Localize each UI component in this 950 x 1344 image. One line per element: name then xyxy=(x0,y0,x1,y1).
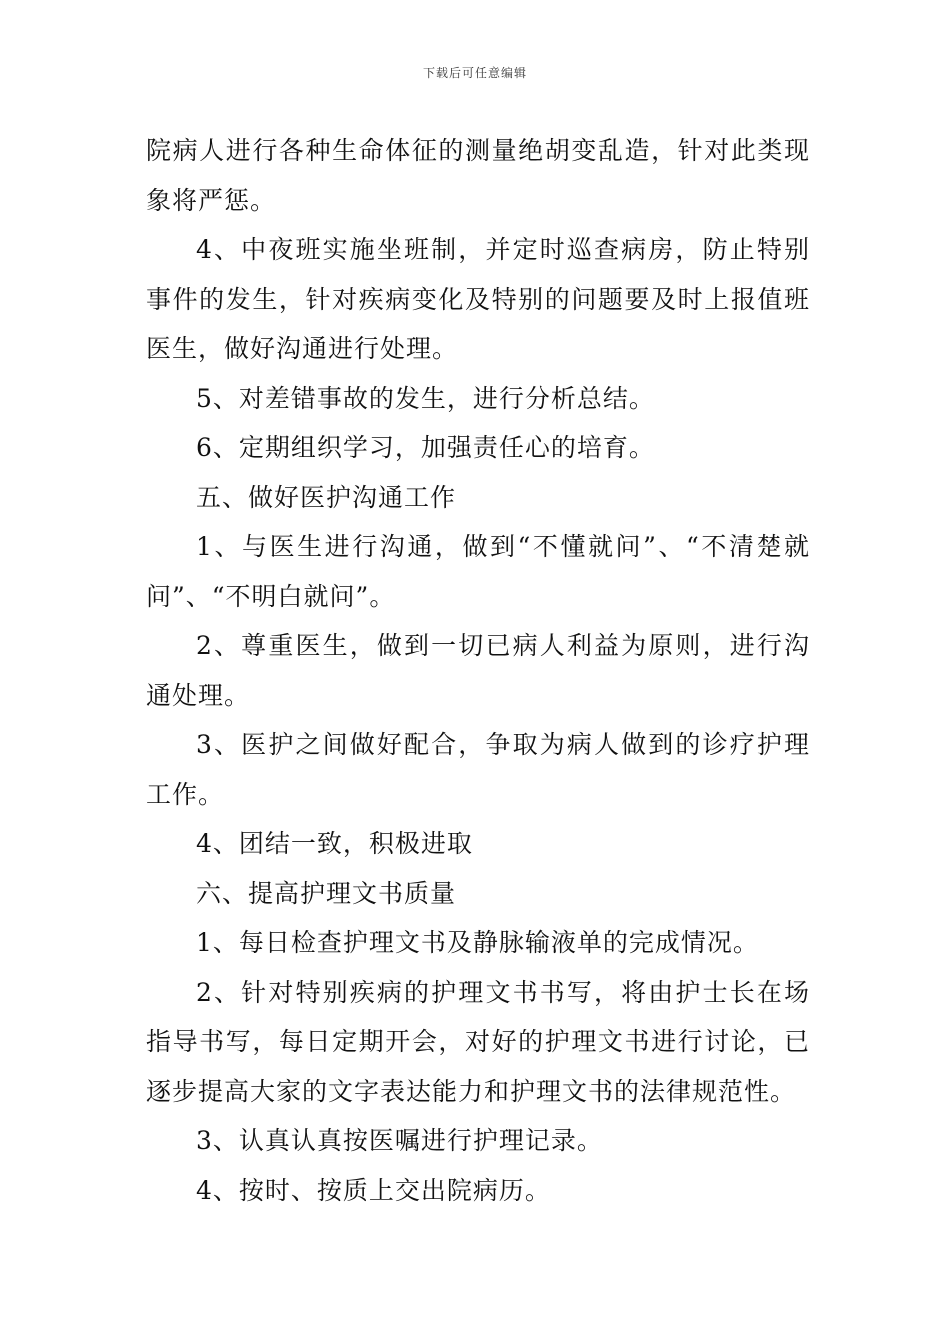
section-heading-5: 五、做好医护沟通工作 xyxy=(196,482,457,512)
paragraph-7: 2、尊重医生，做到一切已病人利益为原则，进行沟通处理。 xyxy=(146,631,810,710)
paragraph-9: 4、团结一致，积极进取 xyxy=(196,829,473,858)
paragraph-14: 4、按时、按质上交出院病历。 xyxy=(196,1175,551,1205)
section-heading-6: 六、提高护理文书质量 xyxy=(196,878,457,908)
paragraph-13: 3、认真认真按医嘱进行护理记录。 xyxy=(196,1126,603,1155)
paragraph-12: 2、针对特别疾病的护理文书书写，将由护士长在场指导书写，每日定期开会，对好的护理文书进行讨论，已逐步提高大家的文字表达能力和护理文书的法律规范性。 xyxy=(146,977,810,1106)
paragraph-6: 1、与医生进行沟通，做到“不懂就问”、“不清楚就问”、“不明白就问”。 xyxy=(146,532,810,611)
paragraph-11: 1、每日检查护理文书及静脉输液单的完成情况。 xyxy=(196,928,759,957)
paragraph-1: 院病人进行各种生命体征的测量绝胡变乱造，针对此类现象将严惩。 xyxy=(146,136,810,215)
paragraph-2: 4、中夜班实施坐班制，并定时巡查病房，防止特别事件的发生，针对疾病变化及特别的问题要及时上报值班医生，做好沟通进行处理。 xyxy=(146,235,810,363)
document-body xyxy=(146,126,810,1215)
paragraph-8: 3、医护之间做好配合，争取为病人做到的诊疗护理工作。 xyxy=(146,730,810,809)
page-header: 下载后可任意编辑 xyxy=(422,66,527,80)
paragraph-3: 5、对差错事故的发生，进行分析总结。 xyxy=(196,383,655,413)
paragraph-4: 6、定期组织学习，加强责任心的培育。 xyxy=(196,433,655,462)
